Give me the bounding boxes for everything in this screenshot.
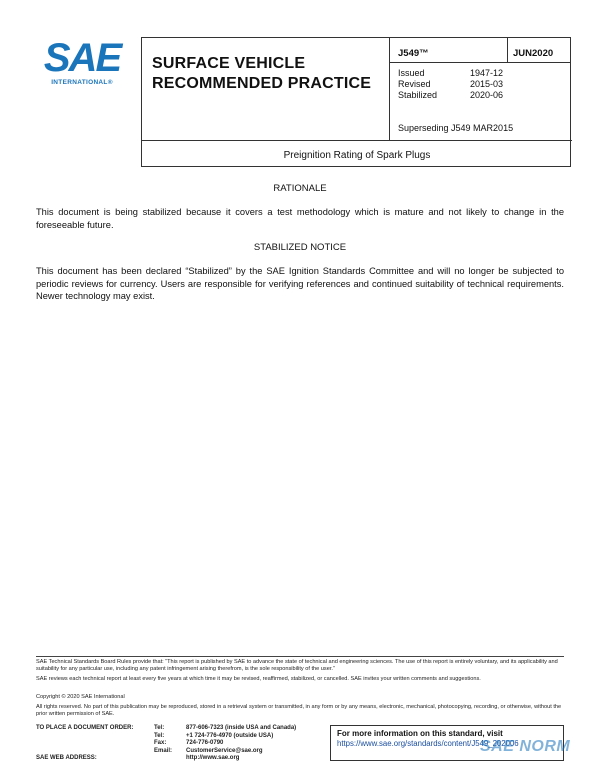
document-category <box>152 54 371 94</box>
contact-value: +1 724-776-4970 (outside USA) <box>186 732 274 739</box>
review-text: SAE reviews each technical report at least every five years at which time it may be revised, reaffirmed, stabilized, or cancelled. SAE invites your written comments and suggestions. <box>36 676 481 682</box>
copyright-text: Copyright © 2020 SAE International <box>36 694 125 700</box>
contact-key: Fax: <box>154 740 167 747</box>
date-value: 1947-12 <box>470 68 504 78</box>
category-cell <box>142 38 390 140</box>
stabilized-heading: STABILIZED NOTICE <box>253 242 347 253</box>
divider <box>507 38 508 62</box>
date-label: Stabilized <box>398 90 438 100</box>
contact-value: 724-776-0790 <box>186 740 224 747</box>
contact-value: 877-606-7323 (inside USA and Canada) <box>186 725 297 731</box>
category-line-2: RECOMMENDED PRACTICE <box>152 75 372 92</box>
date-value: 2015-03 <box>470 79 504 89</box>
divider <box>390 62 571 63</box>
document-date: JUN2020 <box>513 48 554 59</box>
category-line-1: SURFACE VEHICLE <box>152 55 306 72</box>
date-row-stabilized <box>398 90 503 101</box>
more-info-heading: For more information on this standard, visit <box>337 729 503 738</box>
superseding-note: Superseding J549 MAR2015 <box>398 123 514 133</box>
stabilized-text: This document has been declared “Stabilized” by the SAE Ignition Standards Committee and will no longer be subjected to periodic reviews for currency. Users are responsible for verifying references and continued suitability of technical requirements. Newer technology may exist. <box>36 266 564 301</box>
sae-logo <box>40 38 124 90</box>
watermark-logo: SAE NORM <box>480 738 571 755</box>
rationale-text: This document is being stabilized because it covers a test methodology which is mature and not likely to change in the foreseeable future. <box>36 207 564 230</box>
document-header <box>141 37 571 167</box>
order-label: TO PLACE A DOCUMENT ORDER: <box>36 725 134 731</box>
rationale-heading: RATIONALE <box>273 183 327 194</box>
contact-key: Tel: <box>154 732 165 739</box>
contact-key: Email: <box>154 747 173 754</box>
contact-key: Tel: <box>154 725 165 731</box>
contact-email[interactable]: CustomerService@sae.org <box>186 747 263 754</box>
rights-text: All rights reserved. No part of this publication may be reproduced, stored in a retrieval system or transmitted, in any form or by any means, electronic, mechanical, photocopying, recording, or otherwise, without the prior written permission of SAE. <box>36 704 562 718</box>
standard-url-link[interactable]: https://www.sae.org/standards/content/J549_202006 <box>337 739 519 748</box>
date-label: Revised <box>398 79 431 89</box>
document-number: J549™ <box>398 48 429 59</box>
footer-divider <box>36 656 564 657</box>
date-list <box>398 68 503 101</box>
logo-subtitle: INTERNATIONAL® <box>51 79 113 86</box>
logo-mark: SAE <box>43 36 121 80</box>
order-contacts <box>36 725 336 763</box>
web-address-link[interactable]: http://www.sae.org <box>186 755 240 762</box>
document-title: Preignition Rating of Spark Plugs <box>283 150 431 161</box>
web-label: SAE WEB ADDRESS: <box>36 755 97 762</box>
date-label: Issued <box>398 68 425 78</box>
metadata-cell <box>390 38 571 140</box>
divider <box>142 140 572 141</box>
date-value: 2020-06 <box>470 90 504 100</box>
board-rules-text: SAE Technical Standards Board Rules provide that: “This report is published by SAE to advance the state of technical and engineering sciences. The use of this report is entirely voluntary, and its applicability and suitability for any particular use, including any patent infringement arising therefrom, is the sole responsibility of the user.” <box>36 659 558 673</box>
date-row-revised <box>398 79 503 90</box>
date-row-issued <box>398 68 503 79</box>
